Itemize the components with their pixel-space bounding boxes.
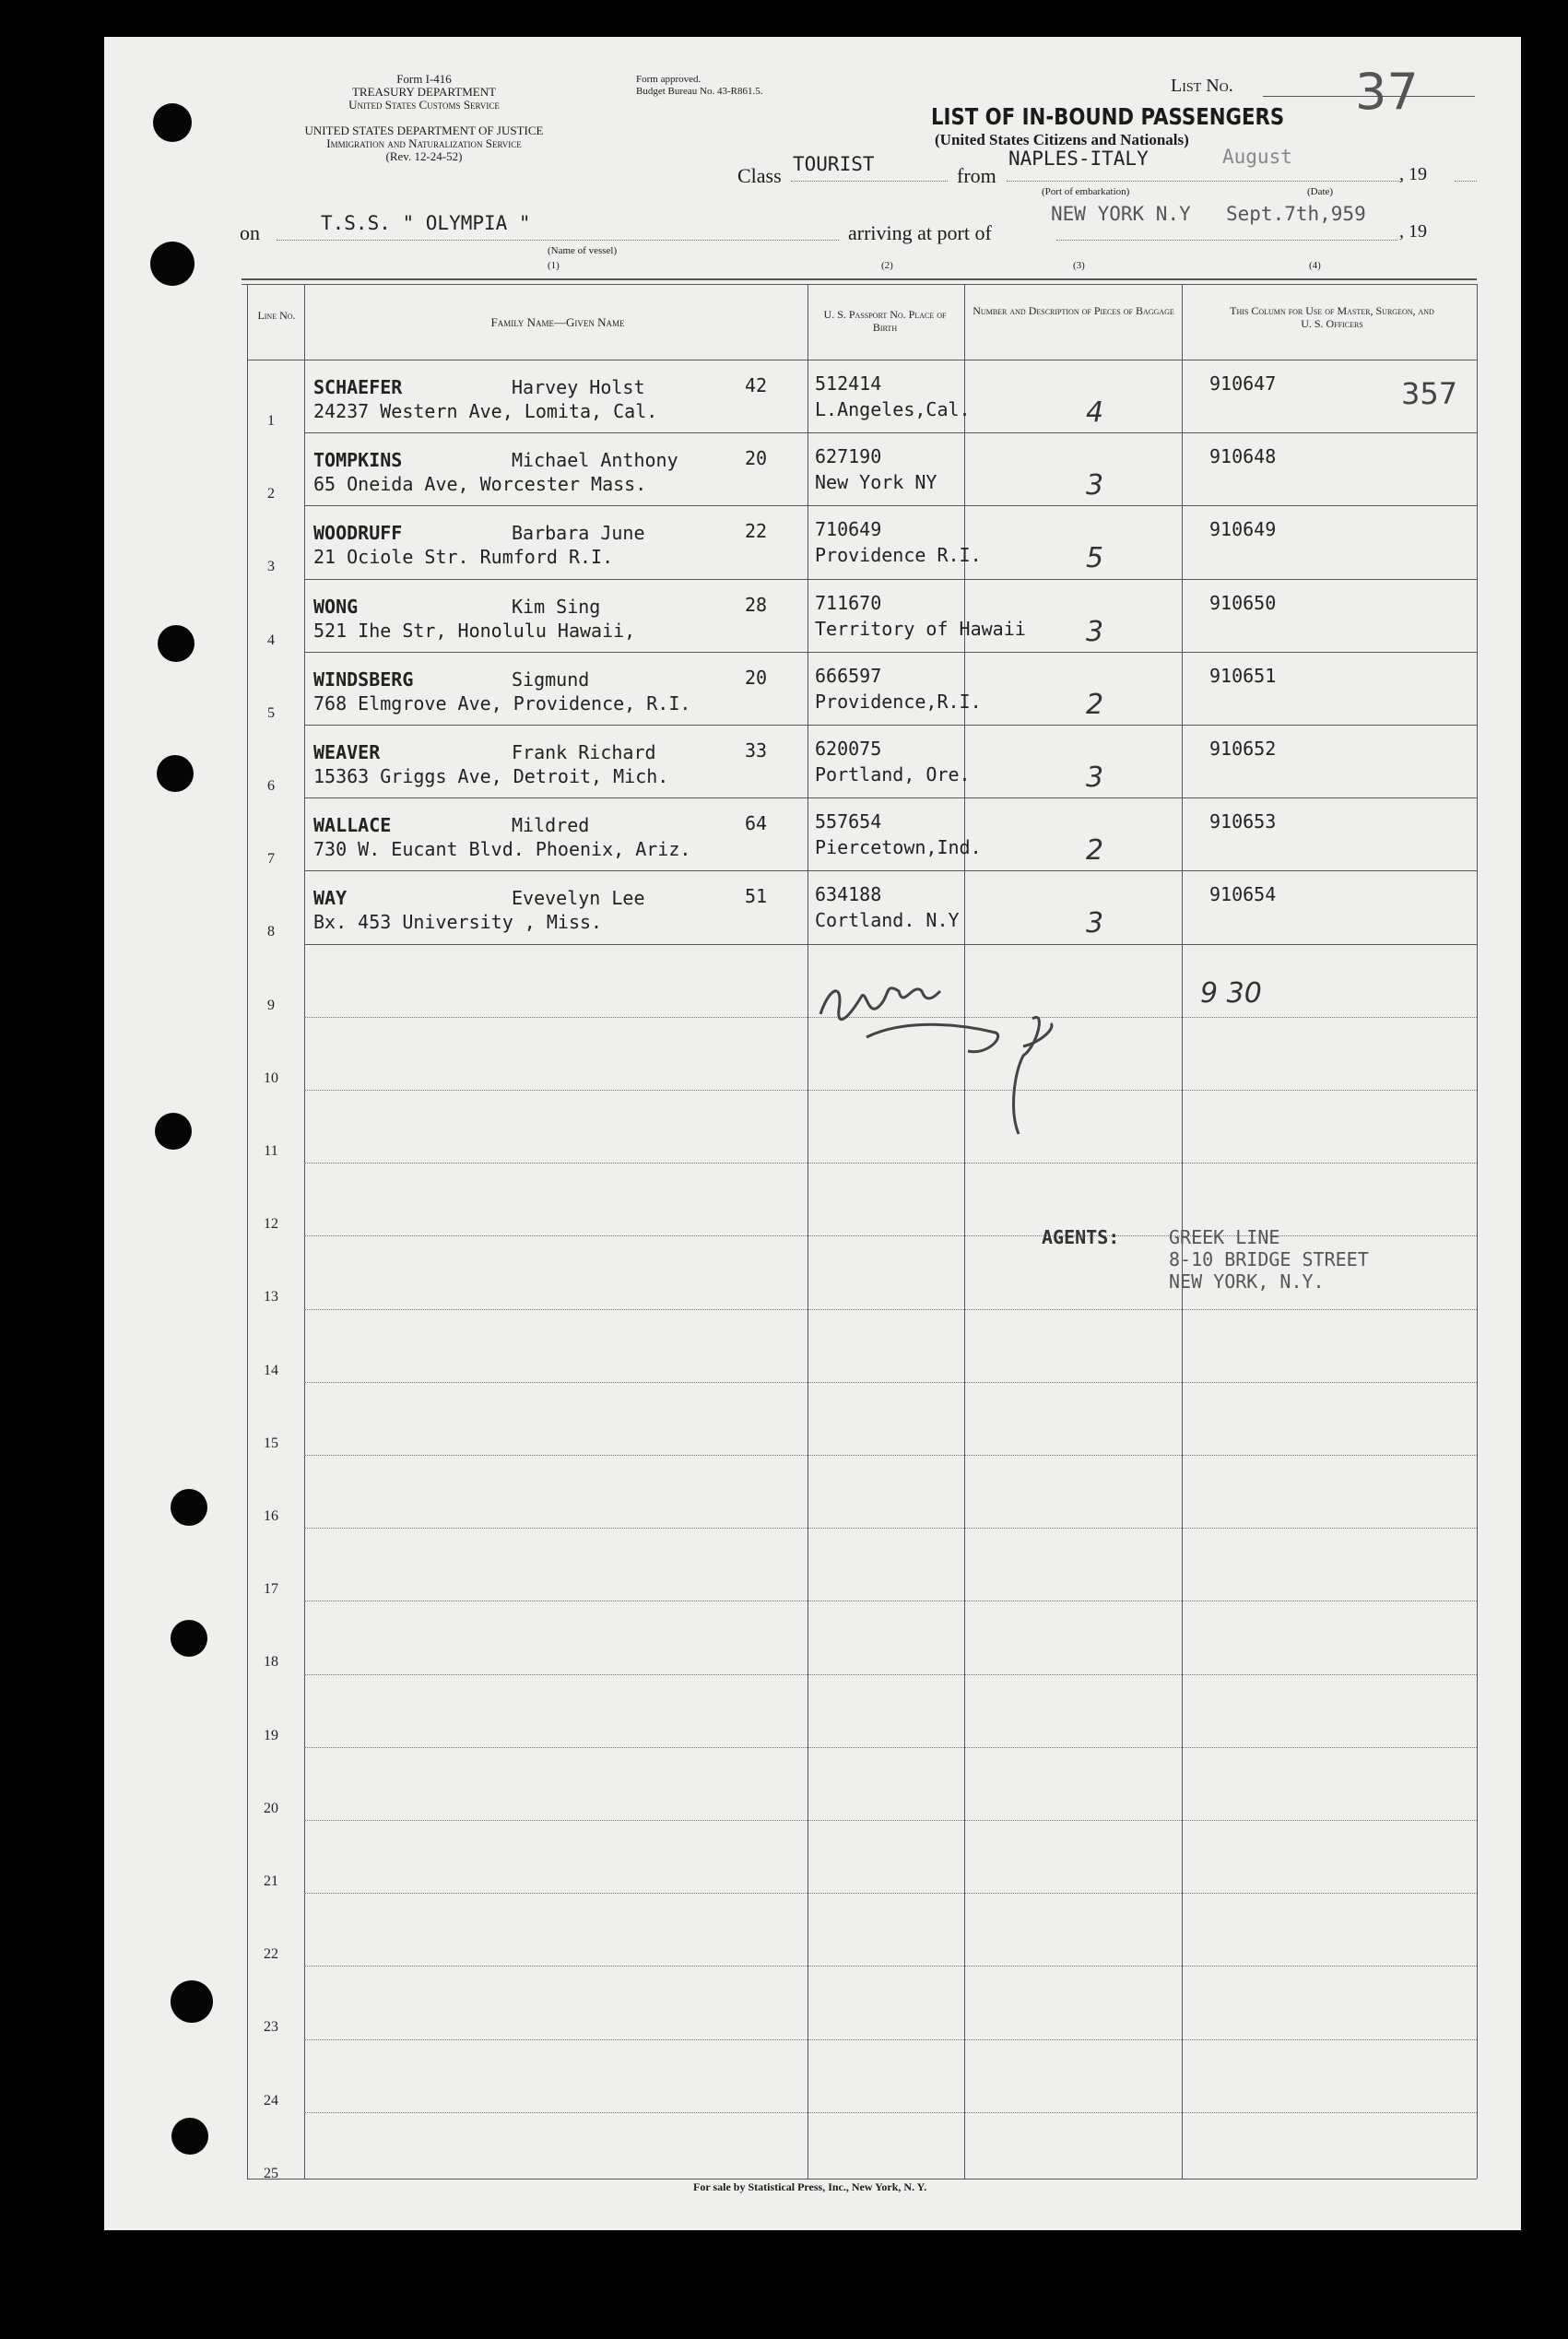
home-address: 65 Oneida Ave, Worcester Mass. [313, 473, 647, 495]
age: 51 [745, 885, 768, 907]
col-num-1: (1) [548, 260, 560, 271]
year-label-2: , 19 [1399, 221, 1427, 242]
line-number: 18 [264, 1654, 278, 1670]
baggage-count: 5 [1086, 542, 1104, 574]
baggage-count: 4 [1086, 396, 1104, 429]
baggage-count: 2 [1086, 834, 1104, 867]
officer-number: 910651 [1209, 665, 1277, 687]
birthplace: Providence,R.I. [815, 691, 982, 713]
given-name: Harvey Holst [512, 376, 645, 398]
passport-number: 711670 [815, 592, 882, 614]
header-line-no: Line No. [257, 309, 296, 322]
line-number: 2 [267, 486, 275, 502]
line-number: 17 [264, 1581, 278, 1597]
binder-hole [150, 242, 195, 286]
form-approved: Form approved. [636, 74, 701, 85]
birthplace: Cortland. N.Y [815, 909, 960, 931]
customs-service: United States Customs Service [348, 98, 500, 112]
baggage-count: 3 [1086, 469, 1104, 502]
line-number: 16 [264, 1508, 278, 1524]
age: 20 [745, 667, 768, 689]
age: 22 [745, 520, 768, 542]
line-number: 14 [264, 1363, 278, 1378]
list-no-label: List No. [1171, 76, 1233, 96]
baggage-count: 3 [1086, 907, 1104, 939]
binder-hole [158, 625, 195, 662]
family-name: SCHAEFER [313, 376, 403, 398]
age: 42 [745, 374, 768, 396]
baggage-count: 2 [1086, 689, 1104, 721]
on-label: on [240, 221, 260, 244]
col-num-2: (2) [881, 260, 893, 271]
arriving-label: arriving at port of [848, 221, 992, 244]
official-signature [811, 954, 1125, 1148]
home-address: 521 Ihe Str, Honolulu Hawaii, [313, 620, 636, 642]
line-number: 8 [267, 924, 275, 939]
line-number: 3 [267, 559, 275, 574]
col-num-4: (4) [1309, 260, 1321, 271]
birthplace: Providence R.I. [815, 544, 982, 566]
embarkation-port: NAPLES-ITALY [1008, 148, 1149, 170]
line-number: 5 [267, 705, 275, 721]
binder-hole [157, 755, 194, 792]
form-subtitle: (United States Citizens and Nationals) [935, 131, 1189, 148]
header-passport: U. S. Passport No. Place of Birth [823, 308, 947, 334]
home-address: 21 Ociole Str. Rumford R.I. [313, 546, 614, 568]
given-name: Frank Richard [512, 741, 656, 763]
class-label: Class [737, 164, 782, 187]
form-title: LIST OF IN-BOUND PASSENGERS [931, 103, 1285, 130]
agents-line-2: 8-10 BRIDGE STREET [1169, 1248, 1369, 1270]
officer-number: 910650 [1209, 592, 1277, 614]
from-label: from [957, 164, 996, 187]
class-value: TOURIST [793, 153, 875, 175]
line-number: 24 [264, 2093, 278, 2109]
given-name: Barbara June [512, 522, 645, 544]
col-num-3: (3) [1073, 260, 1085, 271]
age: 28 [745, 594, 768, 616]
home-address: 15363 Griggs Ave, Detroit, Mich. [313, 765, 669, 787]
line-number: 6 [267, 778, 275, 794]
line-number: 12 [264, 1216, 278, 1232]
binder-hole [155, 1113, 192, 1150]
line-number: 11 [264, 1143, 278, 1159]
line-number: 23 [264, 2019, 278, 2035]
given-name: Sigmund [512, 668, 590, 691]
arrival-port: NEW YORK N.Y [1051, 203, 1191, 225]
family-name: TOMPKINS [313, 449, 403, 471]
line-number: 10 [264, 1070, 278, 1086]
officer-number: 910652 [1209, 738, 1277, 760]
line-number: 19 [264, 1728, 278, 1743]
age: 33 [745, 739, 768, 762]
baggage-count: 3 [1086, 762, 1104, 794]
form-number: Form I-416 [396, 72, 452, 86]
given-name: Kim Sing [512, 596, 601, 618]
agents-line-1: GREEK LINE [1169, 1226, 1280, 1248]
birthplace: L.Angeles,Cal. [815, 398, 971, 420]
given-name: Michael Anthony [512, 449, 678, 471]
officer-number: 910649 [1209, 518, 1277, 540]
embarkation-date: August [1222, 146, 1292, 168]
given-name: Evevelyn Lee [512, 887, 645, 909]
officer-number: 910653 [1209, 810, 1277, 833]
binder-hole [171, 1980, 213, 2023]
ins-service: Immigration and Naturalization Service [326, 136, 522, 150]
line-number: 15 [264, 1435, 278, 1451]
line-number: 7 [267, 851, 275, 867]
line-number: 13 [264, 1289, 278, 1305]
line-number: 22 [264, 1946, 278, 1962]
officer-number: 910647 [1209, 372, 1277, 395]
passport-number: 512414 [815, 372, 882, 395]
vessel-caption: (Name of vessel) [548, 245, 618, 256]
year-label-1: , 19 [1399, 164, 1427, 184]
header-baggage: Number and Description of Pieces of Baggage [973, 304, 1174, 317]
family-name: WEAVER [313, 741, 381, 763]
printer-footer: For sale by Statistical Press, Inc., New York, N. Y. [693, 2180, 927, 2193]
binder-hole [171, 2118, 208, 2155]
arrival-date: Sept.7th,959 [1226, 203, 1366, 225]
budget-bureau: Budget Bureau No. 43-R861.5. [636, 86, 763, 97]
birthplace: Territory of Hawaii [815, 618, 1026, 640]
line-number: 20 [264, 1801, 278, 1816]
age: 64 [745, 812, 768, 834]
officer-number: 910654 [1209, 883, 1277, 905]
agents-line-3: NEW YORK, N.Y. [1169, 1270, 1325, 1293]
line-number: 9 [267, 998, 275, 1013]
family-name: WALLACE [313, 814, 392, 836]
agents-label: AGENTS: [1042, 1226, 1120, 1248]
line-number: 21 [264, 1873, 278, 1889]
date-caption: (Date) [1307, 186, 1334, 197]
baggage-count: 3 [1086, 616, 1104, 648]
home-address: Bx. 453 University , Miss. [313, 911, 603, 933]
embarkation-caption: (Port of embarkation) [1042, 186, 1130, 197]
passport-number: 710649 [815, 518, 882, 540]
line-number: 1 [267, 413, 275, 429]
justice-dept: UNITED STATES DEPARTMENT OF JUSTICE [304, 124, 544, 137]
passport-number: 627190 [815, 445, 882, 467]
home-address: 24237 Western Ave, Lomita, Cal. [313, 400, 658, 422]
family-name: WAY [313, 887, 348, 909]
binder-hole [153, 103, 192, 142]
family-name: WONG [313, 596, 359, 618]
tally-note: 9 30 [1200, 977, 1262, 1010]
header-officers: This Column for Use of Master, Surgeon, and U. S. Officers [1230, 304, 1434, 330]
line-number: 4 [267, 632, 275, 648]
officer-number: 910648 [1209, 445, 1277, 467]
passport-number: 634188 [815, 883, 882, 905]
revision: (Rev. 12-24-52) [385, 149, 463, 163]
extra-number: 357 [1401, 376, 1458, 411]
given-name: Mildred [512, 814, 590, 836]
birthplace: Portland, Ore. [815, 763, 971, 786]
vessel-name: T.S.S. " OLYMPIA " [321, 212, 531, 234]
binder-hole [171, 1489, 207, 1526]
passport-number: 557654 [815, 810, 882, 833]
passport-number: 666597 [815, 665, 882, 687]
binder-hole [171, 1620, 207, 1657]
header-name: Family Name—Given Name [490, 315, 625, 329]
birthplace: New York NY [815, 471, 937, 493]
birthplace: Piercetown,Ind. [815, 836, 982, 858]
family-name: WINDSBERG [313, 668, 414, 691]
list-number: 37 [1355, 63, 1419, 121]
passport-number: 620075 [815, 738, 882, 760]
home-address: 768 Elmgrove Ave, Providence, R.I. [313, 692, 691, 715]
line-number: 25 [264, 2166, 278, 2181]
home-address: 730 W. Eucant Blvd. Phoenix, Ariz. [313, 838, 691, 860]
age: 20 [745, 447, 768, 469]
family-name: WOODRUFF [313, 522, 403, 544]
treasury-dept: TREASURY DEPARTMENT [351, 85, 497, 99]
